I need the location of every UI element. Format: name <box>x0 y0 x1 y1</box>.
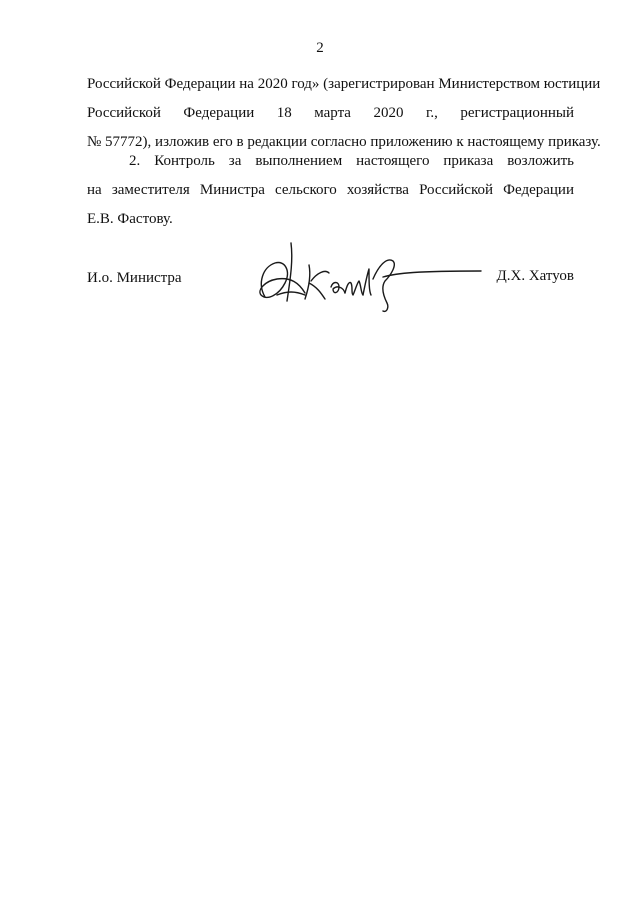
signatory-position: И.о. Министра <box>87 270 182 286</box>
handwritten-signature-icon <box>247 235 487 315</box>
paragraph-1-line-1: Российской Федерации на 2020 год» (зарегистрирован Министерством юстиции <box>87 76 601 92</box>
paragraph-1-line-2: Российской Федерации 18 марта 2020 г., регистрационный <box>87 105 574 121</box>
paragraph-2-line-3: Е.В. Фастову. <box>87 211 173 227</box>
paragraph-1-line-3: № 57772), изложив его в редакции согласно приложению к настоящему приказу. <box>87 134 601 150</box>
paragraph-2 <box>87 147 574 234</box>
paragraph-1 <box>87 70 601 157</box>
paragraph-2-line-1: 2. Контроль за выполнением настоящего приказа возложить <box>129 153 574 169</box>
paragraph-2-line-2: на заместителя Министра сельского хозяйства Российской Федерации <box>87 182 574 198</box>
page-number: 2 <box>316 40 324 56</box>
signatory-name: Д.Х. Хатуов <box>496 268 574 284</box>
signature-block <box>87 265 574 325</box>
